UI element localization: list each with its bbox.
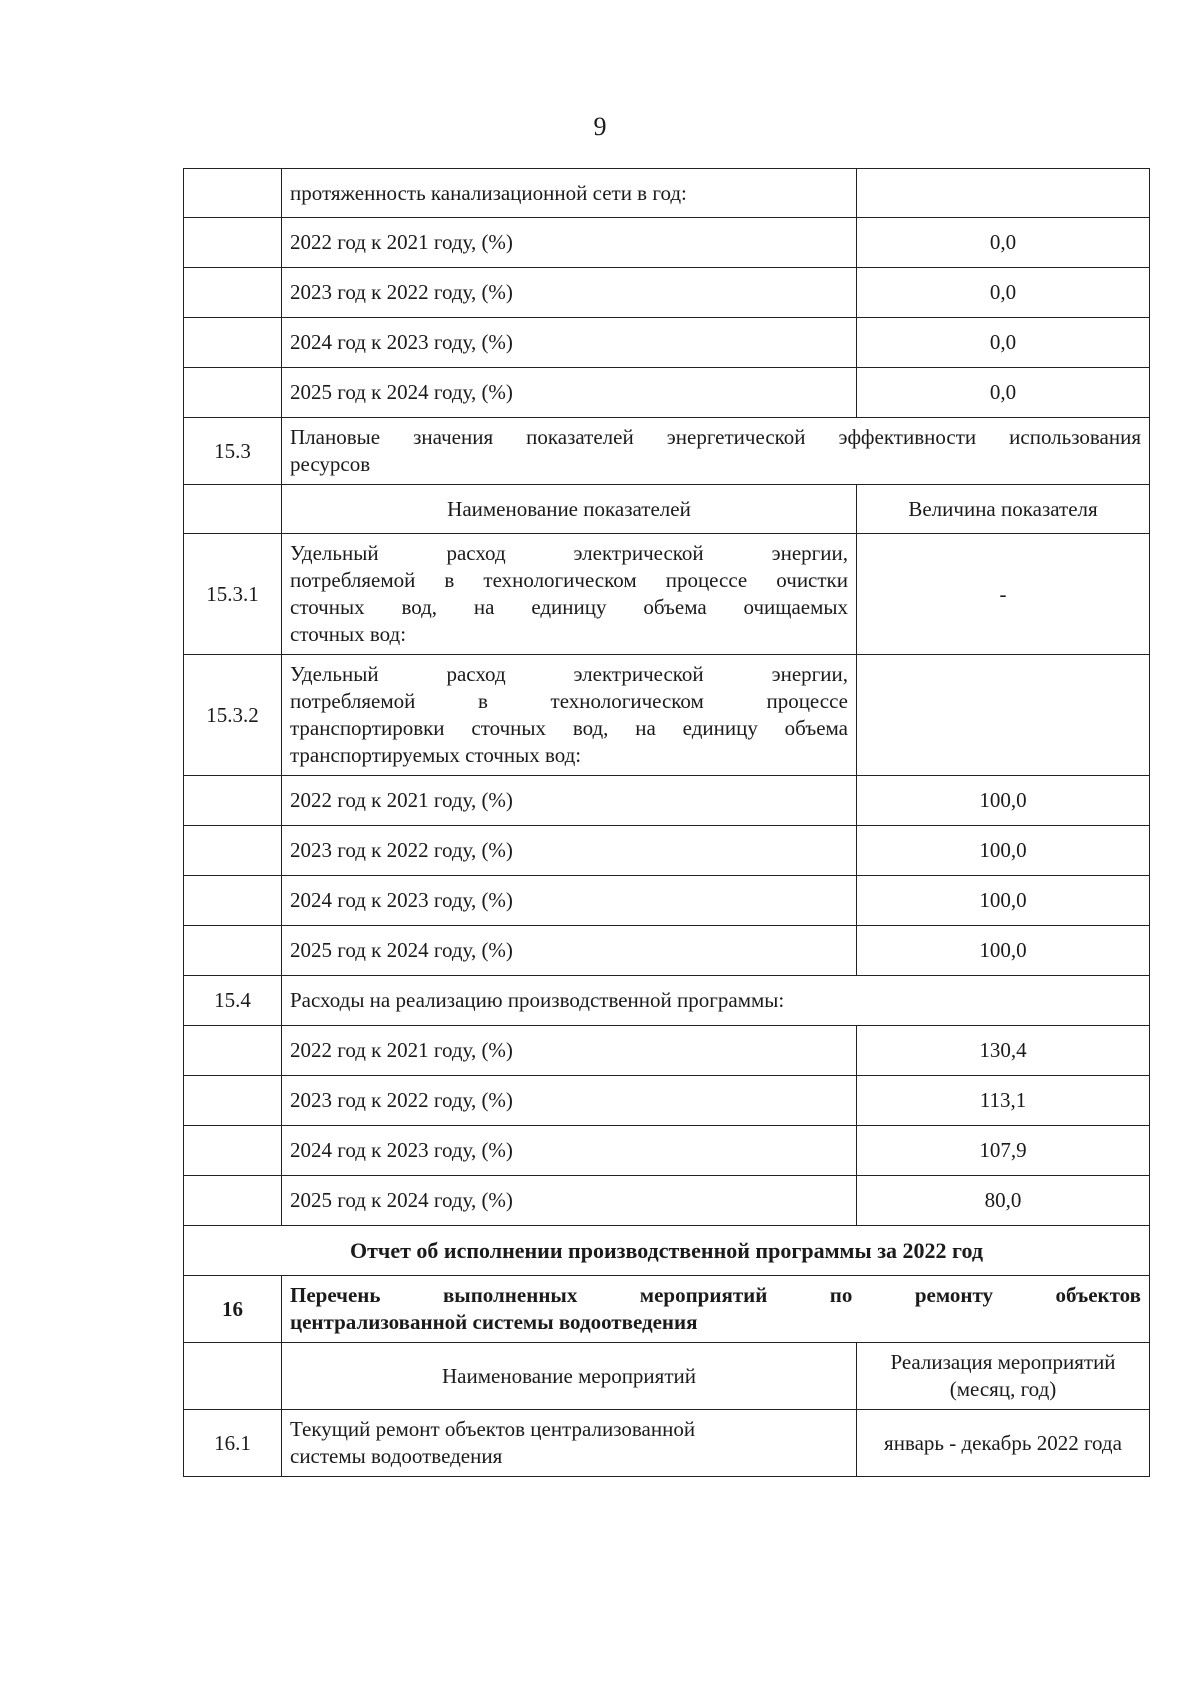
table-row <box>184 876 1150 926</box>
measure-row-16-1 <box>184 1410 1150 1477</box>
header-number-cell <box>184 485 282 534</box>
section-number: 15.3 <box>184 418 282 485</box>
indicator-row-15-3-2 <box>184 655 1150 776</box>
section-title-line: ресурсов <box>290 452 371 476</box>
section-row-15-3 <box>184 418 1150 485</box>
table-row <box>184 368 1150 418</box>
row-value: 100,0 <box>857 926 1150 976</box>
indicator-number: 15.3.1 <box>184 534 282 655</box>
row-label: 2022 год к 2021 году, (%) <box>282 218 857 268</box>
measure-description <box>282 1410 857 1477</box>
indicator-row-15-3-1 <box>184 534 1150 655</box>
indicators-table <box>183 168 1150 1477</box>
column-header-name: Наименование показателей <box>282 485 857 534</box>
table-row <box>184 318 1150 368</box>
section-title: Расходы на реализацию производственной программы: <box>282 976 1150 1026</box>
section-title-line: централизованной системы водоотведения <box>290 1310 698 1334</box>
column-header-value-line: Реализация мероприятий <box>890 1350 1116 1374</box>
section-title-line: Плановые значения показателей энергетической эффективности использования <box>290 425 1141 449</box>
section-title <box>282 1276 1150 1343</box>
row-number <box>184 218 282 268</box>
row-label: 2025 год к 2024 году, (%) <box>282 368 857 418</box>
measure-line: Текущий ремонт объектов централизованной <box>290 1417 696 1441</box>
measure-line: системы водоотведения <box>290 1444 503 1468</box>
table-row <box>184 776 1150 826</box>
indicator-number: 15.3.2 <box>184 655 282 776</box>
column-header-name: Наименование мероприятий <box>282 1343 857 1410</box>
row-label: 2025 год к 2024 году, (%) <box>282 1176 857 1226</box>
row-value: 107,9 <box>857 1126 1150 1176</box>
row-label: 2024 год к 2023 году, (%) <box>282 1126 857 1176</box>
row-number <box>184 776 282 826</box>
column-header-row <box>184 1343 1150 1410</box>
row-label: 2023 год к 2022 году, (%) <box>282 826 857 876</box>
row-label: 2022 год к 2021 году, (%) <box>282 1026 857 1076</box>
measure-number: 16.1 <box>184 1410 282 1477</box>
row-number <box>184 1126 282 1176</box>
header-number-cell <box>184 1343 282 1410</box>
row-value: 100,0 <box>857 876 1150 926</box>
indicator-value <box>857 655 1150 776</box>
table-row <box>184 169 1150 218</box>
column-header-value: Величина показателя <box>857 485 1150 534</box>
row-value: 80,0 <box>857 1176 1150 1226</box>
measure-period: январь - декабрь 2022 года <box>857 1410 1150 1477</box>
table-row <box>184 926 1150 976</box>
row-label: 2023 год к 2022 году, (%) <box>282 1076 857 1126</box>
row-label: 2023 год к 2022 году, (%) <box>282 268 857 318</box>
table-row <box>184 1176 1150 1226</box>
table-row <box>184 218 1150 268</box>
section-title <box>282 418 1150 485</box>
indicator-description <box>282 534 857 655</box>
row-number <box>184 926 282 976</box>
indicator-line: Удельный расход электрической энергии, <box>290 662 848 686</box>
row-number <box>184 268 282 318</box>
report-title: Отчет об исполнении производственной программы за 2022 год <box>184 1226 1150 1276</box>
row-value: 0,0 <box>857 218 1150 268</box>
indicator-line: потребляемой в технологическом процессе <box>290 689 848 713</box>
row-value: 100,0 <box>857 826 1150 876</box>
row-number <box>184 169 282 218</box>
report-title-row <box>184 1226 1150 1276</box>
row-value: 113,1 <box>857 1076 1150 1126</box>
row-label: 2025 год к 2024 году, (%) <box>282 926 857 976</box>
section-number: 15.4 <box>184 976 282 1026</box>
indicator-line: сточных вод: <box>290 622 407 646</box>
row-label: протяженность канализационной сети в год: <box>282 169 857 218</box>
table-row <box>184 1076 1150 1126</box>
section-row-15-4 <box>184 976 1150 1026</box>
row-value <box>857 169 1150 218</box>
row-number <box>184 1076 282 1126</box>
section-title-line: Перечень выполненных мероприятий по ремонту объектов <box>290 1283 1141 1307</box>
table-row <box>184 1026 1150 1076</box>
indicator-line: транспортировки сточных вод, на единицу объема <box>290 716 848 740</box>
row-number <box>184 318 282 368</box>
indicator-line: транспортируемых сточных вод: <box>290 743 582 767</box>
section-number: 16 <box>184 1276 282 1343</box>
table-row <box>184 268 1150 318</box>
indicator-description <box>282 655 857 776</box>
column-header-value-line: (месяц, год) <box>949 1377 1057 1401</box>
row-number <box>184 876 282 926</box>
row-value: 0,0 <box>857 368 1150 418</box>
row-value: 130,4 <box>857 1026 1150 1076</box>
table-row <box>184 1126 1150 1176</box>
indicator-line: сточных вод, на единицу объема очищаемых <box>290 595 848 619</box>
column-header-value <box>857 1343 1150 1410</box>
row-label: 2024 год к 2023 году, (%) <box>282 876 857 926</box>
indicator-line: Удельный расход электрической энергии, <box>290 541 848 565</box>
row-number <box>184 826 282 876</box>
table-row <box>184 826 1150 876</box>
row-number <box>184 1176 282 1226</box>
row-label: 2024 год к 2023 году, (%) <box>282 318 857 368</box>
row-number <box>184 368 282 418</box>
section-row-16 <box>184 1276 1150 1343</box>
indicator-value: - <box>857 534 1150 655</box>
row-value: 0,0 <box>857 318 1150 368</box>
row-label: 2022 год к 2021 году, (%) <box>282 776 857 826</box>
row-number <box>184 1026 282 1076</box>
column-header-row <box>184 485 1150 534</box>
row-value: 100,0 <box>857 776 1150 826</box>
indicator-line: потребляемой в технологическом процессе очистки <box>290 568 848 592</box>
row-value: 0,0 <box>857 268 1150 318</box>
page-number: 9 <box>593 112 607 141</box>
